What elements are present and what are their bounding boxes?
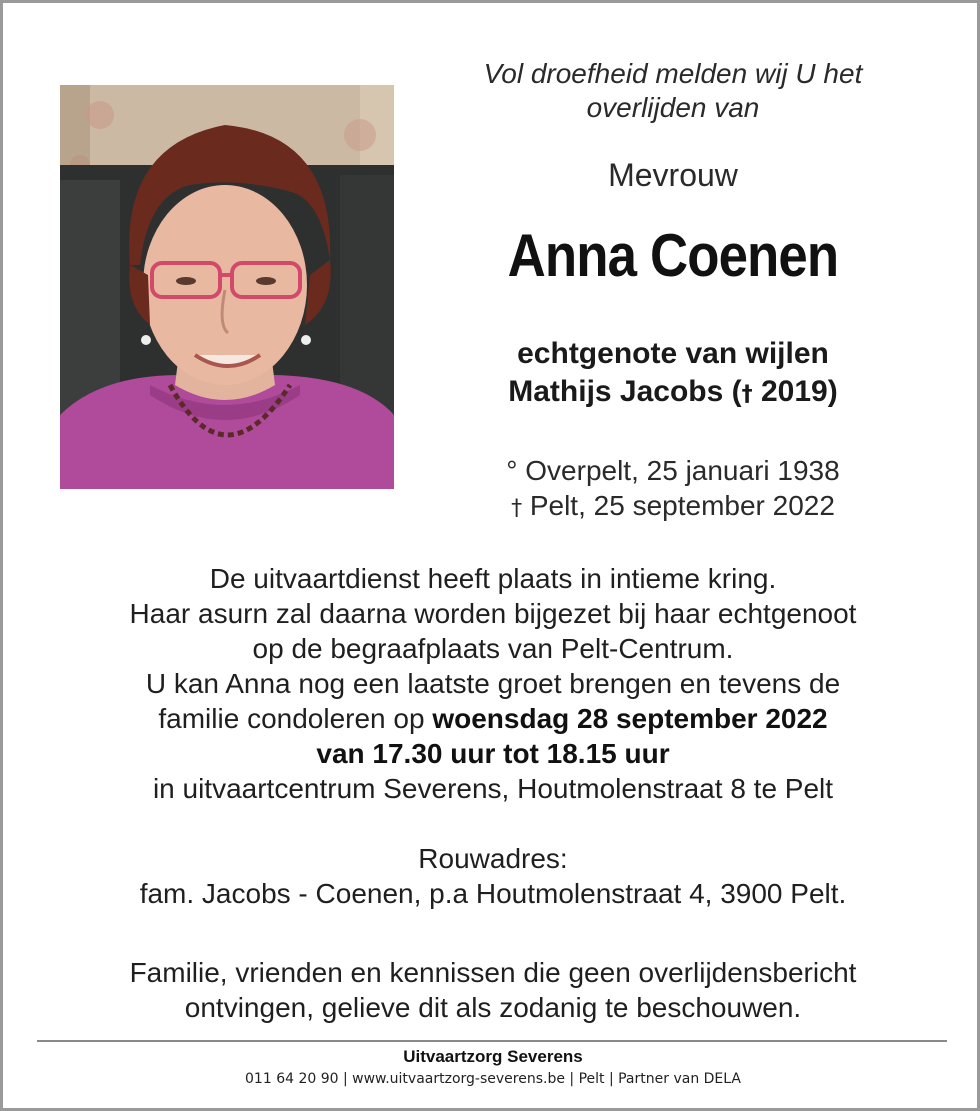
portrait-photo bbox=[60, 85, 394, 489]
ceremony-line-5-prefix: familie condoleren op bbox=[158, 703, 433, 734]
birth-date: Overpelt, 25 januari 1938 bbox=[517, 455, 840, 486]
notice-line-1: Familie, vrienden en kennissen die geen overlijdensbericht bbox=[129, 957, 857, 988]
address-value: fam. Jacobs - Coenen, p.a Houtmolenstraat 4, 3900 Pelt. bbox=[139, 878, 847, 909]
cross-icon: † bbox=[741, 382, 753, 407]
ceremony-line-2: Haar asurn zal daarna worden bijgezet bij haar echtgenoot bbox=[129, 598, 857, 629]
ceremony-line-3: op de begraafplaats van Pelt-Centrum. bbox=[252, 633, 734, 664]
ceremony-line-5 bbox=[43, 701, 943, 736]
footer-title: Uitvaartzorg Severens bbox=[403, 1047, 583, 1066]
ceremony-line-7: in uitvaartcentrum Severens, Houtmolenstraat 8 te Pelt bbox=[152, 773, 834, 804]
condolence-time: van 17.30 uur tot 18.15 uur bbox=[316, 738, 670, 769]
spouse-name: Mathijs Jacobs ( bbox=[508, 375, 742, 408]
deceased-name: Anna Coenen bbox=[507, 222, 839, 289]
ceremony-text bbox=[43, 561, 943, 806]
spouse-line-1: echtgenote van wijlen bbox=[517, 337, 829, 370]
spouse-info bbox=[423, 335, 923, 414]
ceremony-line-6 bbox=[43, 736, 943, 771]
death-date: Pelt, 25 september 2022 bbox=[522, 490, 835, 521]
condolence-date: woensdag 28 september 2022 bbox=[432, 703, 828, 734]
mourning-address bbox=[43, 841, 943, 911]
birth-line bbox=[423, 453, 923, 488]
salutation: Mevrouw bbox=[608, 157, 738, 193]
cross-icon: † bbox=[511, 496, 523, 521]
ceremony-line-4: U kan Anna nog een laatste groet brengen en tevens de bbox=[145, 668, 841, 699]
death-line bbox=[423, 488, 923, 526]
footer-info: 011 64 20 90 | www.uitvaartzorg-severens.be | Pelt | Partner van DELA bbox=[245, 1071, 741, 1087]
spouse-line-2 bbox=[423, 373, 923, 414]
intro-line-2: overlijden van bbox=[586, 92, 760, 123]
life-dates bbox=[423, 453, 923, 526]
spouse-year: 2019) bbox=[752, 375, 838, 408]
intro-text bbox=[423, 57, 923, 125]
ceremony-line-1: De uitvaartdienst heeft plaats in intieme kring. bbox=[209, 563, 777, 594]
address-label: Rouwadres: bbox=[418, 843, 568, 874]
birth-symbol: ° bbox=[506, 455, 518, 486]
footer-divider bbox=[37, 1040, 947, 1042]
notice-line-2: ontvingen, gelieve dit als zodanig te beschouwen. bbox=[184, 992, 802, 1023]
notice-text bbox=[43, 955, 943, 1025]
intro-line-1: Vol droefheid melden wij U het bbox=[483, 58, 863, 89]
